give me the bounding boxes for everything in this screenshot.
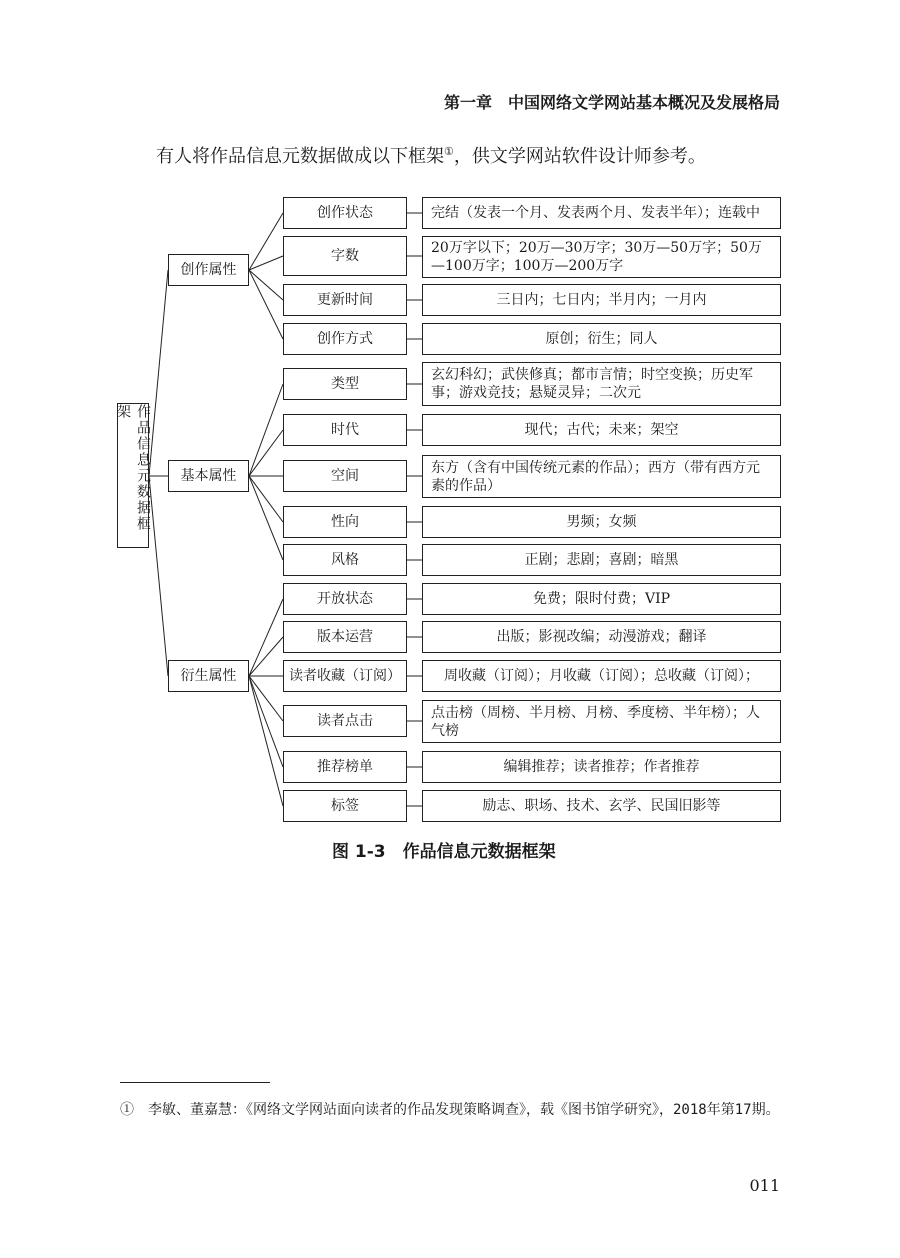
value-node: 三日内；七日内；半月内；一月内 (422, 284, 781, 316)
value-node: 东方（含有中国传统元素的作品）；西方（带有西方元素的作品） (422, 455, 781, 498)
item-node: 性向 (283, 506, 407, 538)
value-node: 免费；限时付费；VIP (422, 583, 781, 615)
item-node: 风格 (283, 544, 407, 576)
group-node-creation: 创作属性 (168, 254, 249, 286)
value-node: 点击榜（周榜、半月榜、月榜、季度榜、半年榜）；人气榜 (422, 700, 781, 743)
running-header: 第一章 中国网络文学网站基本概况及发展格局 (443, 93, 780, 112)
item-node: 时代 (283, 414, 407, 446)
footnote: ① 李敏、董嘉慧：《网络文学网站面向读者的作品发现策略调查》，载《图书馆学研究》，2018年第17期。 (120, 1102, 780, 1118)
footnote-ref[interactable]: ① (444, 145, 454, 158)
value-node: 完结（发表一个月、发表两个月、发表半年）；连载中 (422, 197, 781, 229)
value-node: 正剧；悲剧；喜剧；暗黑 (422, 544, 781, 576)
footnote-divider (120, 1082, 270, 1083)
value-node: 原创；衍生；同人 (422, 323, 781, 355)
item-node: 版本运营 (283, 621, 407, 653)
item-node: 创作状态 (283, 197, 407, 229)
intro-text-after: ，供文学网站软件设计师参考。 (453, 146, 706, 167)
group-node-derived: 衍生属性 (168, 660, 249, 692)
item-node: 读者点击 (283, 705, 407, 737)
root-node: 作品信息元数据框架 (117, 403, 149, 548)
item-node: 推荐榜单 (283, 751, 407, 783)
value-node: 编辑推荐；读者推荐；作者推荐 (422, 751, 781, 783)
value-node: 20万字以下；20万—30万字；30万—50万字；50万—100万字；100万—200万字 (422, 236, 781, 278)
value-node: 现代；古代；未来；架空 (422, 414, 781, 446)
group-node-basic: 基本属性 (168, 460, 249, 492)
item-node: 标签 (283, 790, 407, 822)
value-node: 周收藏（订阅）；月收藏（订阅）；总收藏（订阅）； (422, 660, 781, 692)
item-node: 创作方式 (283, 323, 407, 355)
item-node: 类型 (283, 368, 407, 400)
item-node: 字数 (283, 236, 407, 276)
intro-text: 有人将作品信息元数据做成以下框架 (156, 146, 444, 167)
value-node: 出版；影视改编；动漫游戏；翻译 (422, 621, 781, 653)
value-node: 玄幻科幻；武侠修真；都市言情；时空变换；历史军事；游戏竞技；悬疑灵异；二次元 (422, 362, 781, 406)
item-node: 空间 (283, 460, 407, 492)
page-number: 011 (749, 1176, 780, 1195)
item-node: 更新时间 (283, 284, 407, 316)
item-node: 开放状态 (283, 583, 407, 615)
value-node: 男频；女频 (422, 506, 781, 538)
item-node: 读者收藏（订阅） (283, 660, 407, 692)
figure-caption: 图 1-3 作品信息元数据框架 (332, 842, 556, 862)
value-node: 励志、职场、技术、玄学、民国旧影等 (422, 790, 781, 822)
